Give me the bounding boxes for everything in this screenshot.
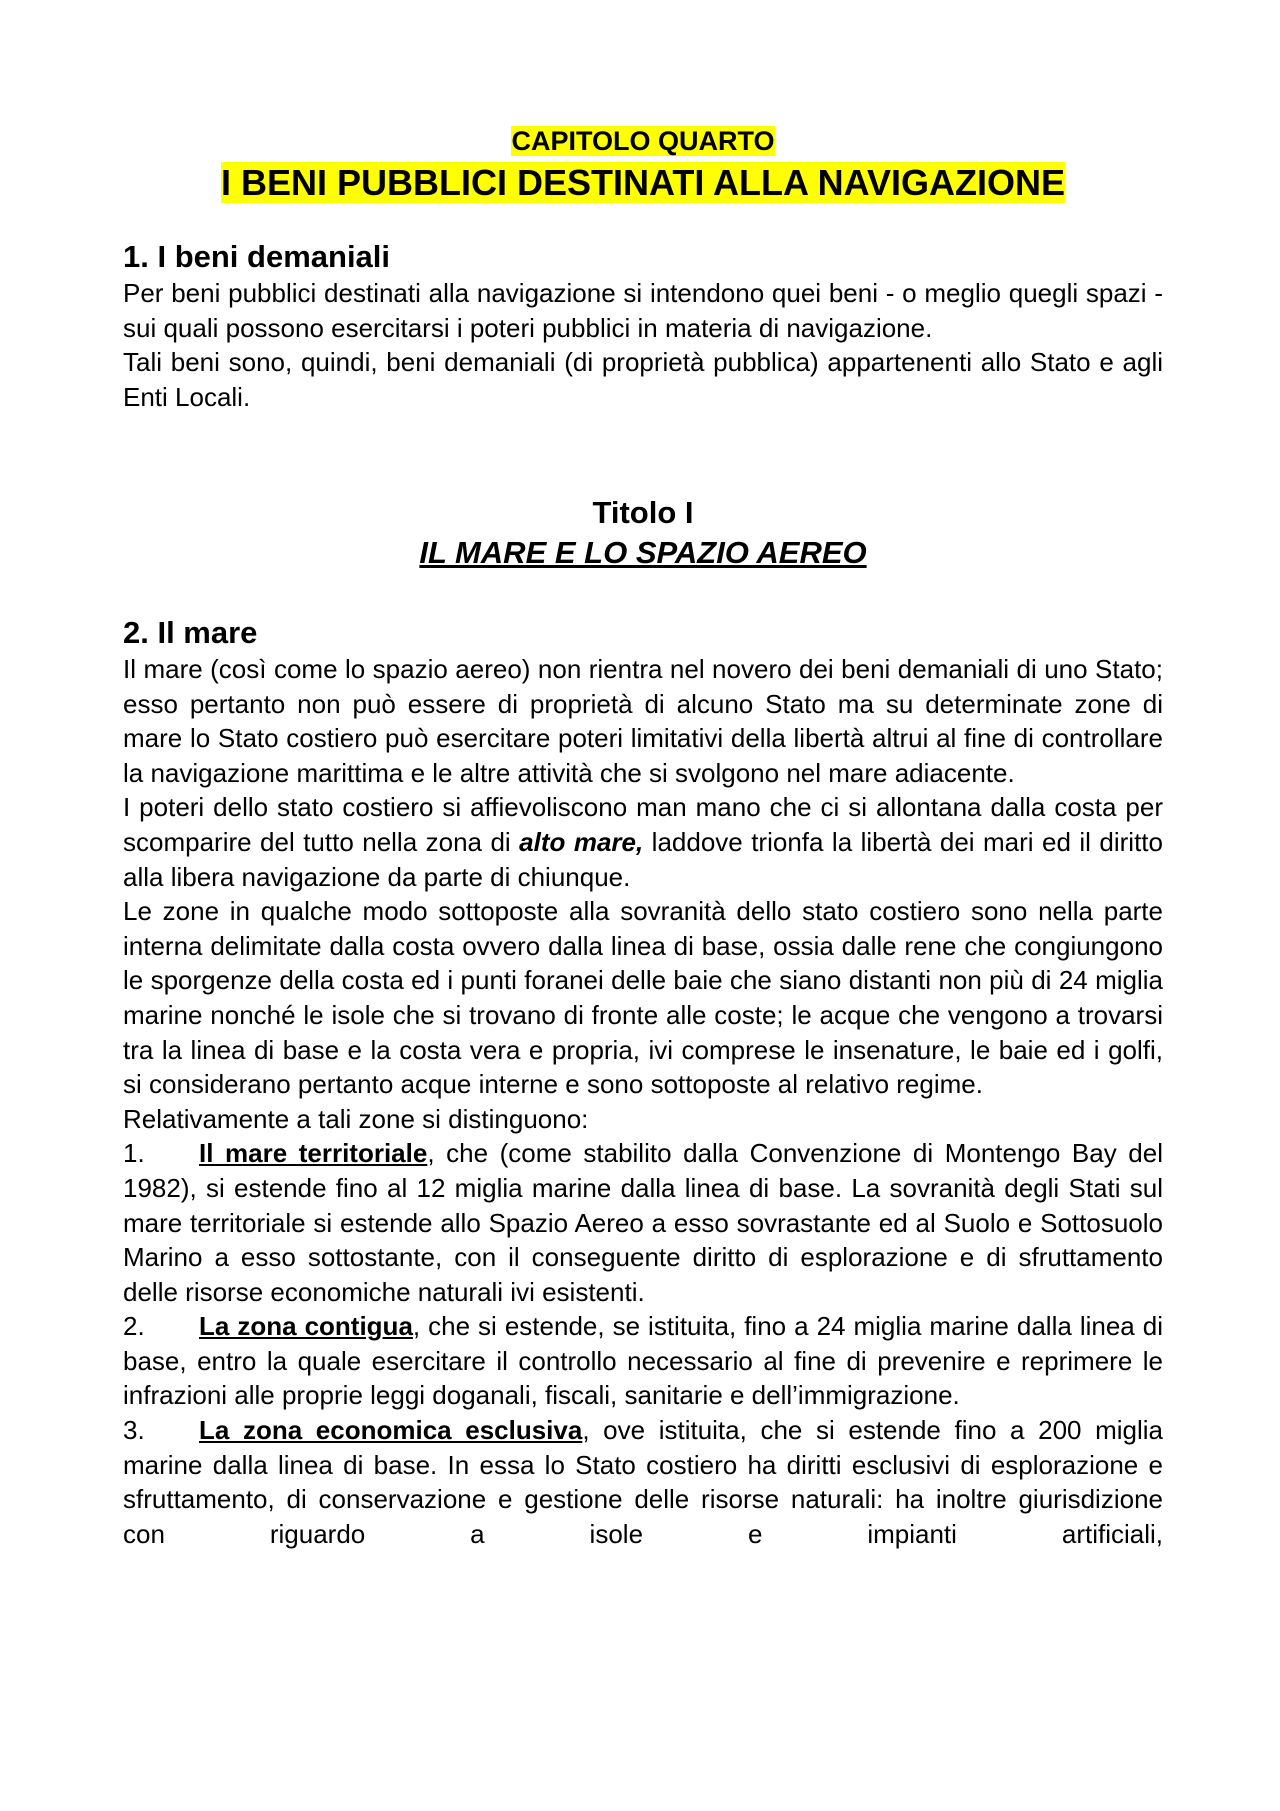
chapter-label-text: CAPITOLO QUARTO	[511, 126, 775, 156]
section2-paragraph-2	[123, 790, 1163, 894]
list-item-text: , che si estende, se istituita, fino a 24 miglia marine dalla linea di base, entro la quale esercitare il controllo necessario al fine di prevenire e reprimere le infrazioni alle proprie leggi doganali, fiscali, sanitarie e dell’immigrazione.	[123, 1311, 1163, 1411]
section-heading-beni-demaniali: 1. I beni demaniali	[123, 239, 391, 274]
list-item-number: 3.	[123, 1415, 145, 1446]
list-item-term: Il mare territoriale	[199, 1138, 428, 1169]
section1-body	[123, 276, 1163, 414]
section2-paragraph-3: Le zone in qualche modo sottoposte alla sovranità dello stato costiero sono nella parte interna delimitate dalla costa ovvero dalla linea di base, ossia dalle rene che congiungono le sporgenze della costa ed i punti foranei delle baie che siano distanti non più di 24 miglia marine nonché le isole che si trovano di fronte alle coste; le acque che vengono a trovarsi tra la linea di base e la costa vera e propria, ivi comprese le insenature, le baie ed i golfi, si considerano pertanto acque interne e sono sottoposte al relativo regime.	[123, 896, 1163, 1100]
section1-paragraph-2: Tali beni sono, quindi, beni demaniali (di proprietà pubblica) appartenenti allo Stato e agli Enti Locali.	[123, 347, 1163, 412]
chapter-title-text: I BENI PUBBLICI DESTINATI ALLA NAVIGAZIONE	[221, 162, 1065, 203]
section-heading-il-mare: 2. Il mare	[123, 615, 258, 650]
list-item-text: , che (come stabilito dalla Convenzione di Montengo Bay del 1982), si estende fino al 12 miglia marine dalla linea di base. La sovranità degli Stati sul mare territoriale si estende allo Spazio Aereo a esso sovrastante ed al Suolo e Sottosuolo Marino a esso sottostante, con il conseguente diritto di esplorazione e di sfruttamento delle risorse economiche naturali ivi esistenti.	[123, 1138, 1163, 1307]
section2-paragraph-1: Il mare (così come lo spazio aereo) non rientra nel novero dei beni demaniali di uno Stato; esso pertanto non può essere di proprietà di alcuno Stato ma su determinate zone di mare lo Stato costiero può esercitare poteri limitativi della libertà altrui al fine di controllare la navigazione marittima e le altre attività che si svolgono nel mare adiacente.	[123, 654, 1163, 788]
section2-paragraph-4: Relativamente a tali zone si distinguono:	[123, 1103, 589, 1134]
list-item	[123, 1136, 1163, 1309]
chapter-title	[123, 160, 1163, 206]
chapter-label	[123, 124, 1163, 158]
p2-text-before: I poteri dello stato costiero si affievoliscono man mano che ci si allontana dalla costa per scomparire del tutto nella zona di	[123, 792, 1163, 857]
list-item-number: 1.	[123, 1138, 145, 1169]
list-item-term: La zona contigua	[199, 1311, 413, 1342]
list-item-term: La zona economica esclusiva	[199, 1415, 583, 1446]
list-item-number: 2.	[123, 1311, 145, 1342]
section1-paragraph-1: Per beni pubblici destinati alla navigazione si intendono quei beni - o meglio quegli spazi - sui quali possono esercitarsi i poteri pubblici in materia di navigazione.	[123, 278, 1163, 343]
titolo-number: Titolo I	[592, 495, 694, 530]
titolo-name: IL MARE E LO SPAZIO AEREO	[419, 535, 867, 570]
list-item	[123, 1413, 1163, 1551]
list-item-text: , ove istituita, che si estende fino a 200 miglia marine dalla linea di base. In essa lo Stato costiero ha diritti esclusivi di esplorazione e sfruttamento, di conservazione e gestione delle risorse naturali: ha inoltre giurisdizione con riguardo a isole e impianti artificiali,	[123, 1415, 1164, 1549]
section2-body	[123, 652, 1163, 1551]
p2-text-after: laddove trionfa la libertà dei mari ed il diritto alla libera navigazione da parte di chiunque.	[123, 826, 1163, 892]
list-item	[123, 1309, 1163, 1413]
alto-mare-emphasis: alto mare,	[519, 826, 644, 857]
